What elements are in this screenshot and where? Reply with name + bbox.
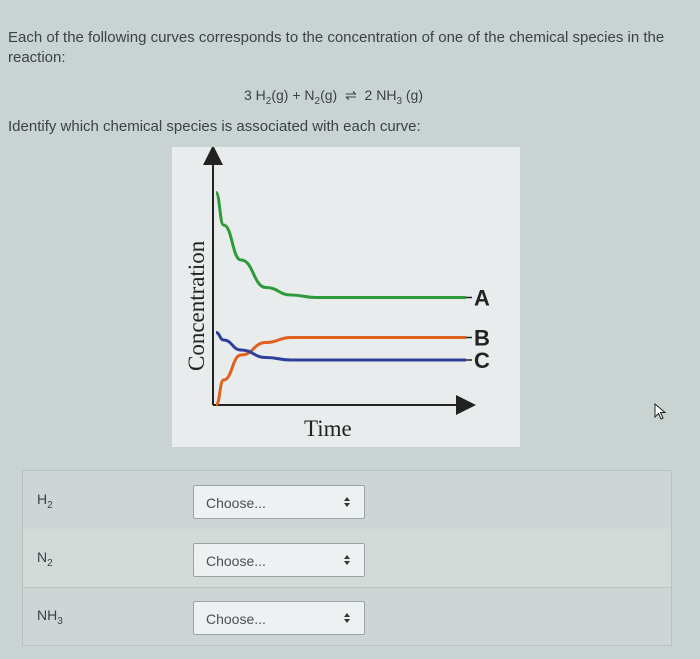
row-label-nh3 bbox=[37, 607, 63, 627]
question-prompt: Identify which chemical species is associated with each curve: bbox=[8, 118, 421, 135]
equation-n2-sub: 2 bbox=[314, 95, 321, 107]
updown-arrow-icon bbox=[344, 552, 350, 568]
select-value: Choose... bbox=[206, 611, 266, 627]
updown-arrow-icon bbox=[344, 610, 350, 626]
equation-nh3-sub: 3 bbox=[396, 95, 402, 107]
equation-nh3-state: (g) bbox=[402, 87, 423, 103]
select-value: Choose... bbox=[206, 553, 266, 569]
equilibrium-arrow: ⇌ bbox=[345, 87, 357, 103]
label-sub: 2 bbox=[47, 557, 53, 569]
equation-n2: (g) + N bbox=[271, 87, 315, 103]
label-sub: 2 bbox=[47, 499, 53, 511]
updown-arrow-icon bbox=[344, 494, 350, 510]
select-nh3[interactable] bbox=[193, 601, 365, 635]
equation-h2-sub: 2 bbox=[265, 95, 272, 107]
label-base: NH bbox=[37, 607, 58, 623]
select-value: Choose... bbox=[206, 495, 266, 511]
concentration-chart bbox=[172, 147, 520, 447]
answer-row-nh3 bbox=[23, 587, 671, 645]
select-n2[interactable] bbox=[193, 543, 365, 577]
x-axis-label: Time bbox=[304, 416, 352, 441]
mouse-pointer-icon bbox=[654, 403, 668, 421]
equation-nh3: 2 NH bbox=[364, 87, 397, 103]
label-sub: 3 bbox=[57, 615, 63, 627]
answer-row-h2 bbox=[23, 471, 671, 530]
series-a-line bbox=[216, 193, 466, 298]
y-axis-label: Concentration bbox=[184, 240, 209, 371]
row-label-h2 bbox=[37, 491, 53, 511]
reaction-equation bbox=[244, 87, 423, 107]
label-base: N bbox=[37, 549, 48, 565]
chart-svg bbox=[172, 147, 520, 447]
series-a-label: A bbox=[474, 285, 490, 311]
question-intro: Each of the following curves corresponds to the concentration of one of the chemical species in the reaction: bbox=[8, 29, 665, 66]
equation-h2: 3 H bbox=[244, 87, 266, 103]
label-base: H bbox=[37, 491, 48, 507]
select-h2[interactable] bbox=[193, 485, 365, 519]
series-b-line bbox=[216, 338, 466, 406]
series-c-label: C bbox=[474, 348, 490, 373]
series-b-label: B bbox=[474, 325, 490, 351]
series-group bbox=[216, 193, 490, 406]
row-label-n2 bbox=[37, 549, 53, 569]
answer-row-n2 bbox=[23, 529, 671, 588]
answer-table bbox=[22, 470, 672, 646]
equation-n2-state: (g) bbox=[320, 87, 338, 103]
